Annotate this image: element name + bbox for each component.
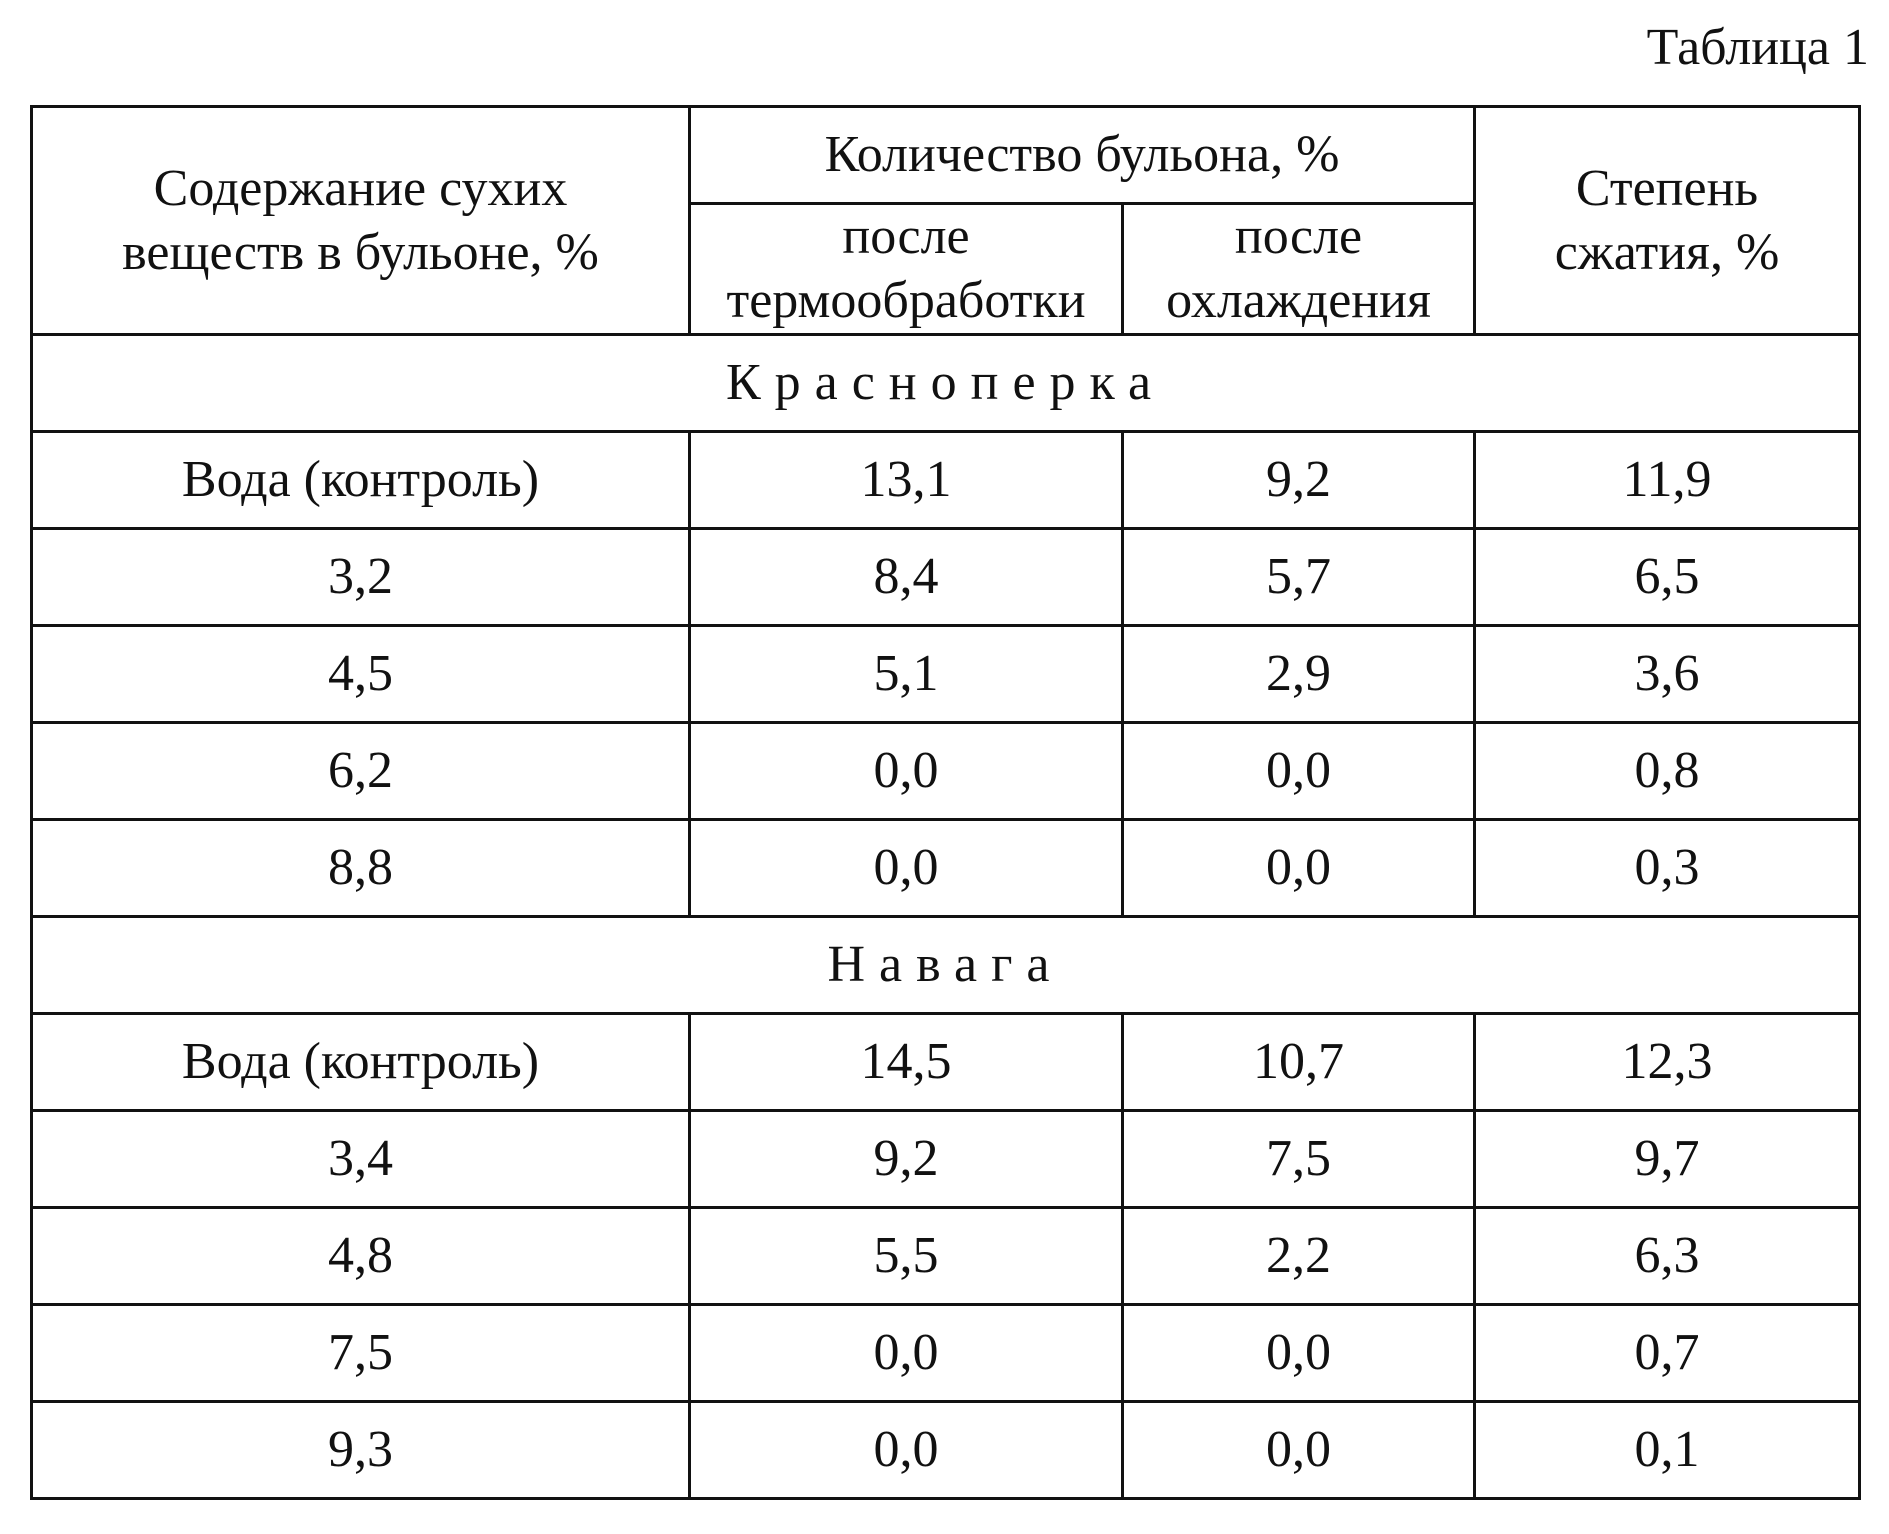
cell-compression: 0,3: [1475, 820, 1860, 917]
table-row: [32, 529, 1860, 626]
cell-compression: 12,3: [1475, 1014, 1860, 1111]
header-row-top: [32, 107, 1860, 204]
cell-after-heat: 8,4: [690, 529, 1123, 626]
header-broth-quantity: Количество бульона, %: [690, 107, 1475, 204]
cell-after-heat: 0,0: [690, 723, 1123, 820]
cell-compression: 6,5: [1475, 529, 1860, 626]
header-dry-matter: [32, 107, 690, 335]
cell-after-heat: 0,0: [690, 1402, 1123, 1499]
cell-dry-matter: 9,3: [32, 1402, 690, 1499]
cell-after-heat: 0,0: [690, 1305, 1123, 1402]
cell-after-cooling: 0,0: [1123, 1305, 1475, 1402]
header-compression-line1: Степень: [1575, 159, 1759, 217]
cell-after-cooling: 2,9: [1123, 626, 1475, 723]
header-after-cooling-line1: после: [1234, 208, 1363, 265]
cell-after-cooling: 10,7: [1123, 1014, 1475, 1111]
table-row: [32, 1208, 1860, 1305]
cell-compression: 0,7: [1475, 1305, 1860, 1402]
header-compression-line2: сжатия, %: [1554, 223, 1780, 281]
table-row: [32, 1402, 1860, 1499]
cell-after-heat: 9,2: [690, 1111, 1123, 1208]
table-row: [32, 723, 1860, 820]
table-row: [32, 1014, 1860, 1111]
cell-compression: 3,6: [1475, 626, 1860, 723]
cell-compression: 11,9: [1475, 432, 1860, 529]
header-dry-matter-line1: Содержание сухих: [153, 159, 568, 217]
table-caption: Таблица 1: [1646, 19, 1869, 76]
header-dry-matter-line2: веществ в бульоне, %: [122, 223, 599, 281]
cell-dry-matter: 8,8: [32, 820, 690, 917]
cell-compression: 0,1: [1475, 1402, 1860, 1499]
cell-after-cooling: 7,5: [1123, 1111, 1475, 1208]
header-after-heat-line2: термообработки: [726, 272, 1086, 329]
header-after-heat-line1: после: [842, 208, 970, 265]
cell-compression: 6,3: [1475, 1208, 1860, 1305]
header-after-cooling-line2: охлаждения: [1166, 272, 1431, 329]
cell-dry-matter: 3,4: [32, 1111, 690, 1208]
table-row: [32, 820, 1860, 917]
cell-after-heat: 0,0: [690, 820, 1123, 917]
data-table: [30, 105, 1861, 1500]
table-row: [32, 1305, 1860, 1402]
section-title-krasnoperka: Краснoперка: [32, 335, 1860, 432]
cell-after-heat: 5,1: [690, 626, 1123, 723]
cell-after-cooling: 0,0: [1123, 723, 1475, 820]
header-after-heat: [690, 204, 1123, 335]
cell-compression: 9,7: [1475, 1111, 1860, 1208]
cell-after-heat: 13,1: [690, 432, 1123, 529]
cell-after-cooling: 0,0: [1123, 1402, 1475, 1499]
cell-after-heat: 5,5: [690, 1208, 1123, 1305]
header-after-cooling: [1123, 204, 1475, 335]
cell-dry-matter: 4,5: [32, 626, 690, 723]
cell-dry-matter: 7,5: [32, 1305, 690, 1402]
table-row: [32, 432, 1860, 529]
cell-dry-matter: Вода (контроль): [32, 432, 690, 529]
cell-after-heat: 14,5: [690, 1014, 1123, 1111]
cell-compression: 0,8: [1475, 723, 1860, 820]
table-row: [32, 626, 1860, 723]
cell-dry-matter: 3,2: [32, 529, 690, 626]
cell-dry-matter: 6,2: [32, 723, 690, 820]
section-row: [32, 335, 1860, 432]
header-compression: [1475, 107, 1860, 335]
cell-dry-matter: 4,8: [32, 1208, 690, 1305]
section-title-navaga: Навага: [32, 917, 1860, 1014]
cell-after-cooling: 9,2: [1123, 432, 1475, 529]
cell-after-cooling: 5,7: [1123, 529, 1475, 626]
cell-dry-matter: Вода (контроль): [32, 1014, 690, 1111]
cell-after-cooling: 0,0: [1123, 820, 1475, 917]
cell-after-cooling: 2,2: [1123, 1208, 1475, 1305]
section-row: [32, 917, 1860, 1014]
table-row: [32, 1111, 1860, 1208]
